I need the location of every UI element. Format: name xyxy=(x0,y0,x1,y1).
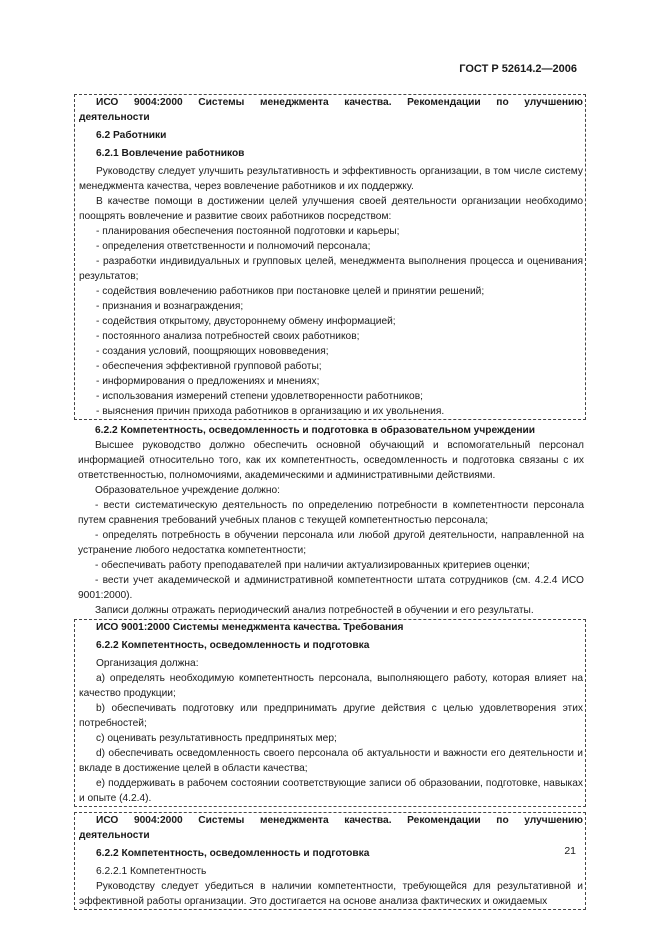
list-item: - создания условий, поощряющих нововведения; xyxy=(96,346,329,357)
document-id: ГОСТ Р 52614.2—2006 xyxy=(459,63,577,75)
subsection-heading: 6.2.2 Компетентность, осведомленность и подготовка xyxy=(96,640,370,651)
quote-box-iso9001 xyxy=(74,619,586,807)
subsection-heading: 6.2.1 Вовлечение работников xyxy=(96,148,245,159)
standard-title-cont: деятельности xyxy=(79,112,150,123)
list-item: - разработки индивидуальных и групповых целей, менеджмента выполнения процесса и оценивания результатов; xyxy=(79,256,583,282)
paragraph: Образовательное учреждение должно: xyxy=(95,485,280,496)
list-item: - выяснения причин прихода работников в организацию и их увольнения. xyxy=(96,406,445,417)
page-content xyxy=(74,94,586,910)
list-item: - содействия открытому, двустороннему обмену информацией; xyxy=(96,316,396,327)
list-item: - использования измерений степени удовлетворенности работников; xyxy=(96,391,423,402)
list-item: - вести систематическую деятельность по определению потребности в компетентности персонала путем сравнения требований учебных планов с текущей компетентностью персонала; xyxy=(78,500,584,526)
paragraph: Руководству следует убедиться в наличии компетентности, требующейся для результативной и эффективной работы организации. Это достигается на основе анализа фактических и ожидаемых xyxy=(79,881,583,907)
main-section xyxy=(74,423,586,618)
paragraph: В качестве помощи в достижении целей улучшения своей деятельности организации необходимо поощрять вовлечение и развитие своих работников посредством: xyxy=(79,196,583,222)
section-heading: 6.2 Работники xyxy=(96,130,167,141)
paragraph: Организация должна: xyxy=(96,658,199,669)
paragraph: Руководству следует улучшить результативность и эффективность организации, в том числе систему менеджмента качества, через вовлечение работников и их поддержку. xyxy=(79,166,583,192)
paragraph: Записи должны отражать периодический анализ потребностей в обучении и его результаты. xyxy=(95,605,534,616)
list-item: b) обеспечивать подготовку или предпринимать другие действия с целью удовлетворения этих потребностей; xyxy=(79,703,583,729)
list-item: d) обеспечивать осведомленность своего персонала об актуальности и важности его деятельности и вкладе в достижение целей в области качества; xyxy=(79,748,583,774)
section-heading: 6.2.2 Компетентность, осведомленность и подготовка в образовательном учреждении xyxy=(95,425,536,436)
clause-heading: 6.2.2.1 Компетентность xyxy=(96,866,207,877)
list-item: - признания и вознаграждения; xyxy=(96,301,244,312)
list-item: - определять потребность в обучении персонала или любой другой деятельности, направленной на устранение любого недостатка компетентности; xyxy=(78,530,584,556)
list-item: - информирования о предложениях и мнениях; xyxy=(96,376,320,387)
page-number: 21 xyxy=(564,845,576,857)
quote-box-iso9004-people xyxy=(74,94,586,420)
subsection-heading: 6.2.2 Компетентность, осведомленность и подготовка xyxy=(96,848,370,859)
list-item: - вести учет академической и административной компетентности штата сотрудников (см. 4.2.4 ИСО 9001:2000). xyxy=(78,575,584,601)
list-item: - планирования обеспечения постоянной подготовки и карьеры; xyxy=(96,226,400,237)
standard-title: ИСО 9004:2000 Системы менеджмента качества. Рекомендации по улучшению xyxy=(96,815,583,826)
standard-title: ИСО 9001:2000 Системы менеджмента качества. Требования xyxy=(96,622,404,633)
list-item: с) оценивать результативность предпринятых мер; xyxy=(96,733,337,744)
list-item: - постоянного анализа потребностей своих работников; xyxy=(96,331,360,342)
standard-title: ИСО 9004:2000 Системы менеджмента качества. Рекомендации по улучшению xyxy=(96,97,583,108)
list-item: - обеспечивать работу преподавателей при наличии актуализированных критериев оценки; xyxy=(95,560,530,571)
paragraph: Высшее руководство должно обеспечить основной обучающий и вспомогательный персонал информацией относительно того, как их компетентность, осведомленность и подготовка связаны с их ответственностью, полномочиями, академическими и административными действиями. xyxy=(78,440,584,481)
standard-title-cont: деятельности xyxy=(79,830,150,841)
list-item: - определения ответственности и полномочий персонала; xyxy=(96,241,371,252)
quote-box-iso9004-competence xyxy=(74,812,586,910)
list-item: - содействия вовлечению работников при постановке целей и принятии решений; xyxy=(96,286,485,297)
list-item: е) поддерживать в рабочем состоянии соответствующие записи об образовании, подготовке, навыках и опыте (4.2.4). xyxy=(79,778,583,804)
list-item: а) определять необходимую компетентность персонала, выполняющего работу, которая влияет на качество продукции; xyxy=(79,673,583,699)
list-item: - обеспечения эффективной групповой работы; xyxy=(96,361,322,372)
